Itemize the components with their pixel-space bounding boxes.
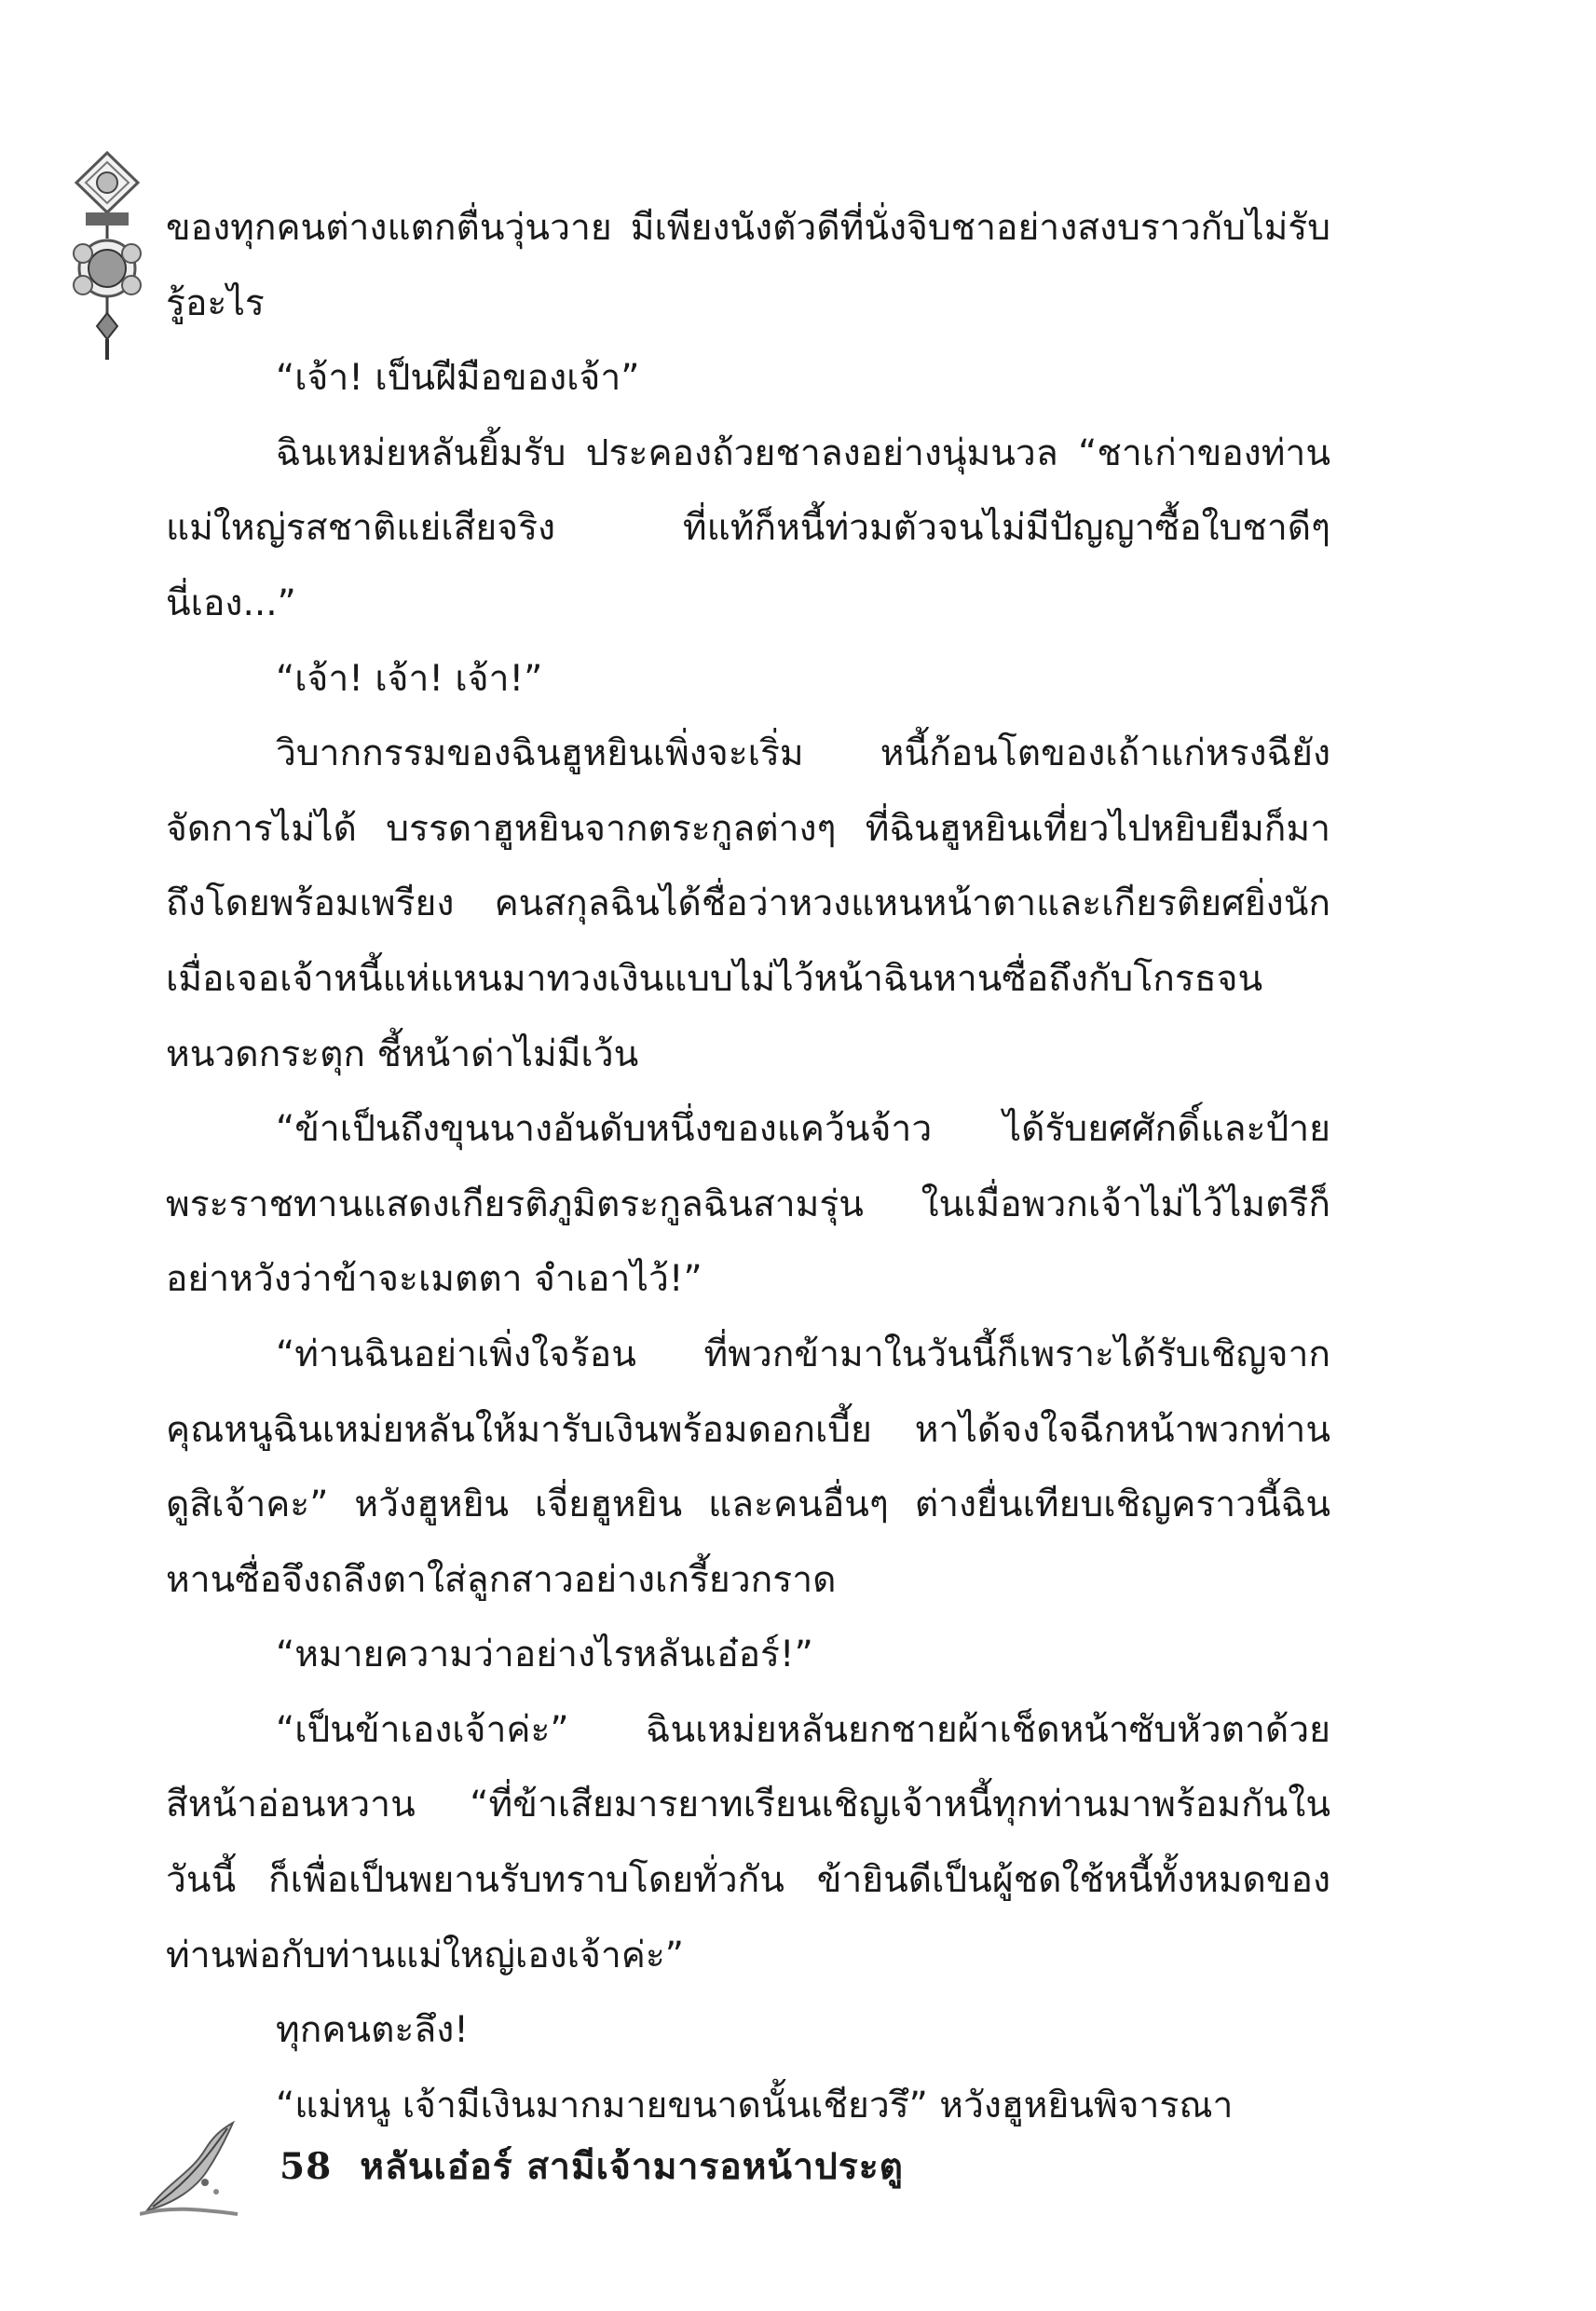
quill-flourish-icon [140, 2117, 242, 2220]
page-number: 58 [280, 2145, 333, 2188]
paragraph: “เจ้า! เป็นฝีมือของเจ้า” [276, 357, 640, 400]
page-footer [140, 2117, 1165, 2229]
paragraph: ฉินเหม่ยหลันยิ้มรับ ประคองถ้วยชาลงอย่างนุ่มนวล “ชาเก่าของท่านแม่ใหญ่รสชาติแย่เสียจริง ที่แท้ก็หนี้ท่วมตัวจนไม่มีปัญญาซื้อใบชาดีๆ นี่เอง...” [166, 431, 1330, 624]
paragraph: วิบากกรรมของฉินฮูหยินเพิ่งจะเริ่ม หนี้ก้อนโตของเถ้าแก่หรงฉียังจัดการไม่ได้ บรรดาฮูหยินจากตระกูลต่างๆ ที่ฉินฮูหยินเที่ยวไปหยิบยืมก็มาถึงโดยพร้อมเพรียง คนสกุลฉินได้ชื่อว่าหวงแหนหน้าตาและเกียรติยศยิ่งนัก เมื่อเจอเจ้าหนี้แห่แหนมาทวงเงินแบบไม่ไว้หน้าฉินหานซื่อถึงกับโกรธจนหนวดกระตุก ชี้หน้าด่าไม่มีเว้น [166, 732, 1330, 1075]
paragraph: “ท่านฉินอย่าเพิ่งใจร้อน ที่พวกข้ามาในวันนี้ก็เพราะได้รับเชิญจากคุณหนูฉินเหม่ยหลันให้มารับเงินพร้อมดอกเบี้ย หาได้จงใจฉีกหน้าพวกท่าน ดูสิเจ้าคะ” หวังฮูหยิน เจี่ยฮูหยิน และคนอื่นๆ ต่างยื่นเทียบเชิญคราวนี้ฉินหานซื่อจึงถลึงตาใส่ลูกสาวอย่างเกรี้ยวกราด [166, 1333, 1330, 1601]
body-text [166, 191, 1330, 2143]
paragraph: “เป็นข้าเองเจ้าค่ะ” ฉินเหม่ยหลันยกชายผ้าเช็ดหน้าซับหัวตาด้วยสีหน้าอ่อนหวาน “ที่ข้าเสียมารยาทเรียนเชิญเจ้าหนี้ทุกท่านมาพร้อมกันในวันนี้ ก็เพื่อเป็นพยานรับทราบโดยทั่วกัน ข้ายินดีเป็นผู้ชดใช้หนี้ทั้งหมดของท่านพ่อกับท่านแม่ใหญ่เองเจ้าค่ะ” [166, 1708, 1330, 1976]
chinese-knot-ornament-icon [65, 149, 149, 363]
paragraph: ของทุกคนต่างแตกตื่นวุ่นวาย มีเพียงนังตัวดีที่นั่งจิบชาอย่างสงบราวกับไม่รับรู้อะไร [166, 207, 1330, 324]
paragraph: ทุกคนตะลึง! [276, 2009, 469, 2052]
paragraph: “ข้าเป็นถึงขุนนางอันดับหนึ่งของแคว้นจ้าว ได้รับยศศักดิ์และป้ายพระราชทานแสดงเกียรติภูมิตระกูลฉินสามรุ่น ในเมื่อพวกเจ้าไม่ไว้ไมตรีก็อย่าหวังว่าข้าจะเมตตา จำเอาไว้!” [166, 1108, 1330, 1301]
paragraph: “เจ้า! เจ้า! เจ้า!” [276, 657, 543, 700]
paragraph: “แม่หนู เจ้ามีเงินมากมายขนาดนั้นเชียวรึ” หวังฮูหยินพิจารณา [276, 2084, 1234, 2126]
paragraph: “หมายความว่าอย่างไรหลันเอ๋อร์!” [276, 1634, 813, 1676]
book-title: หลันเอ๋อร์ สามีเจ้ามารอหน้าประตู [360, 2145, 904, 2188]
